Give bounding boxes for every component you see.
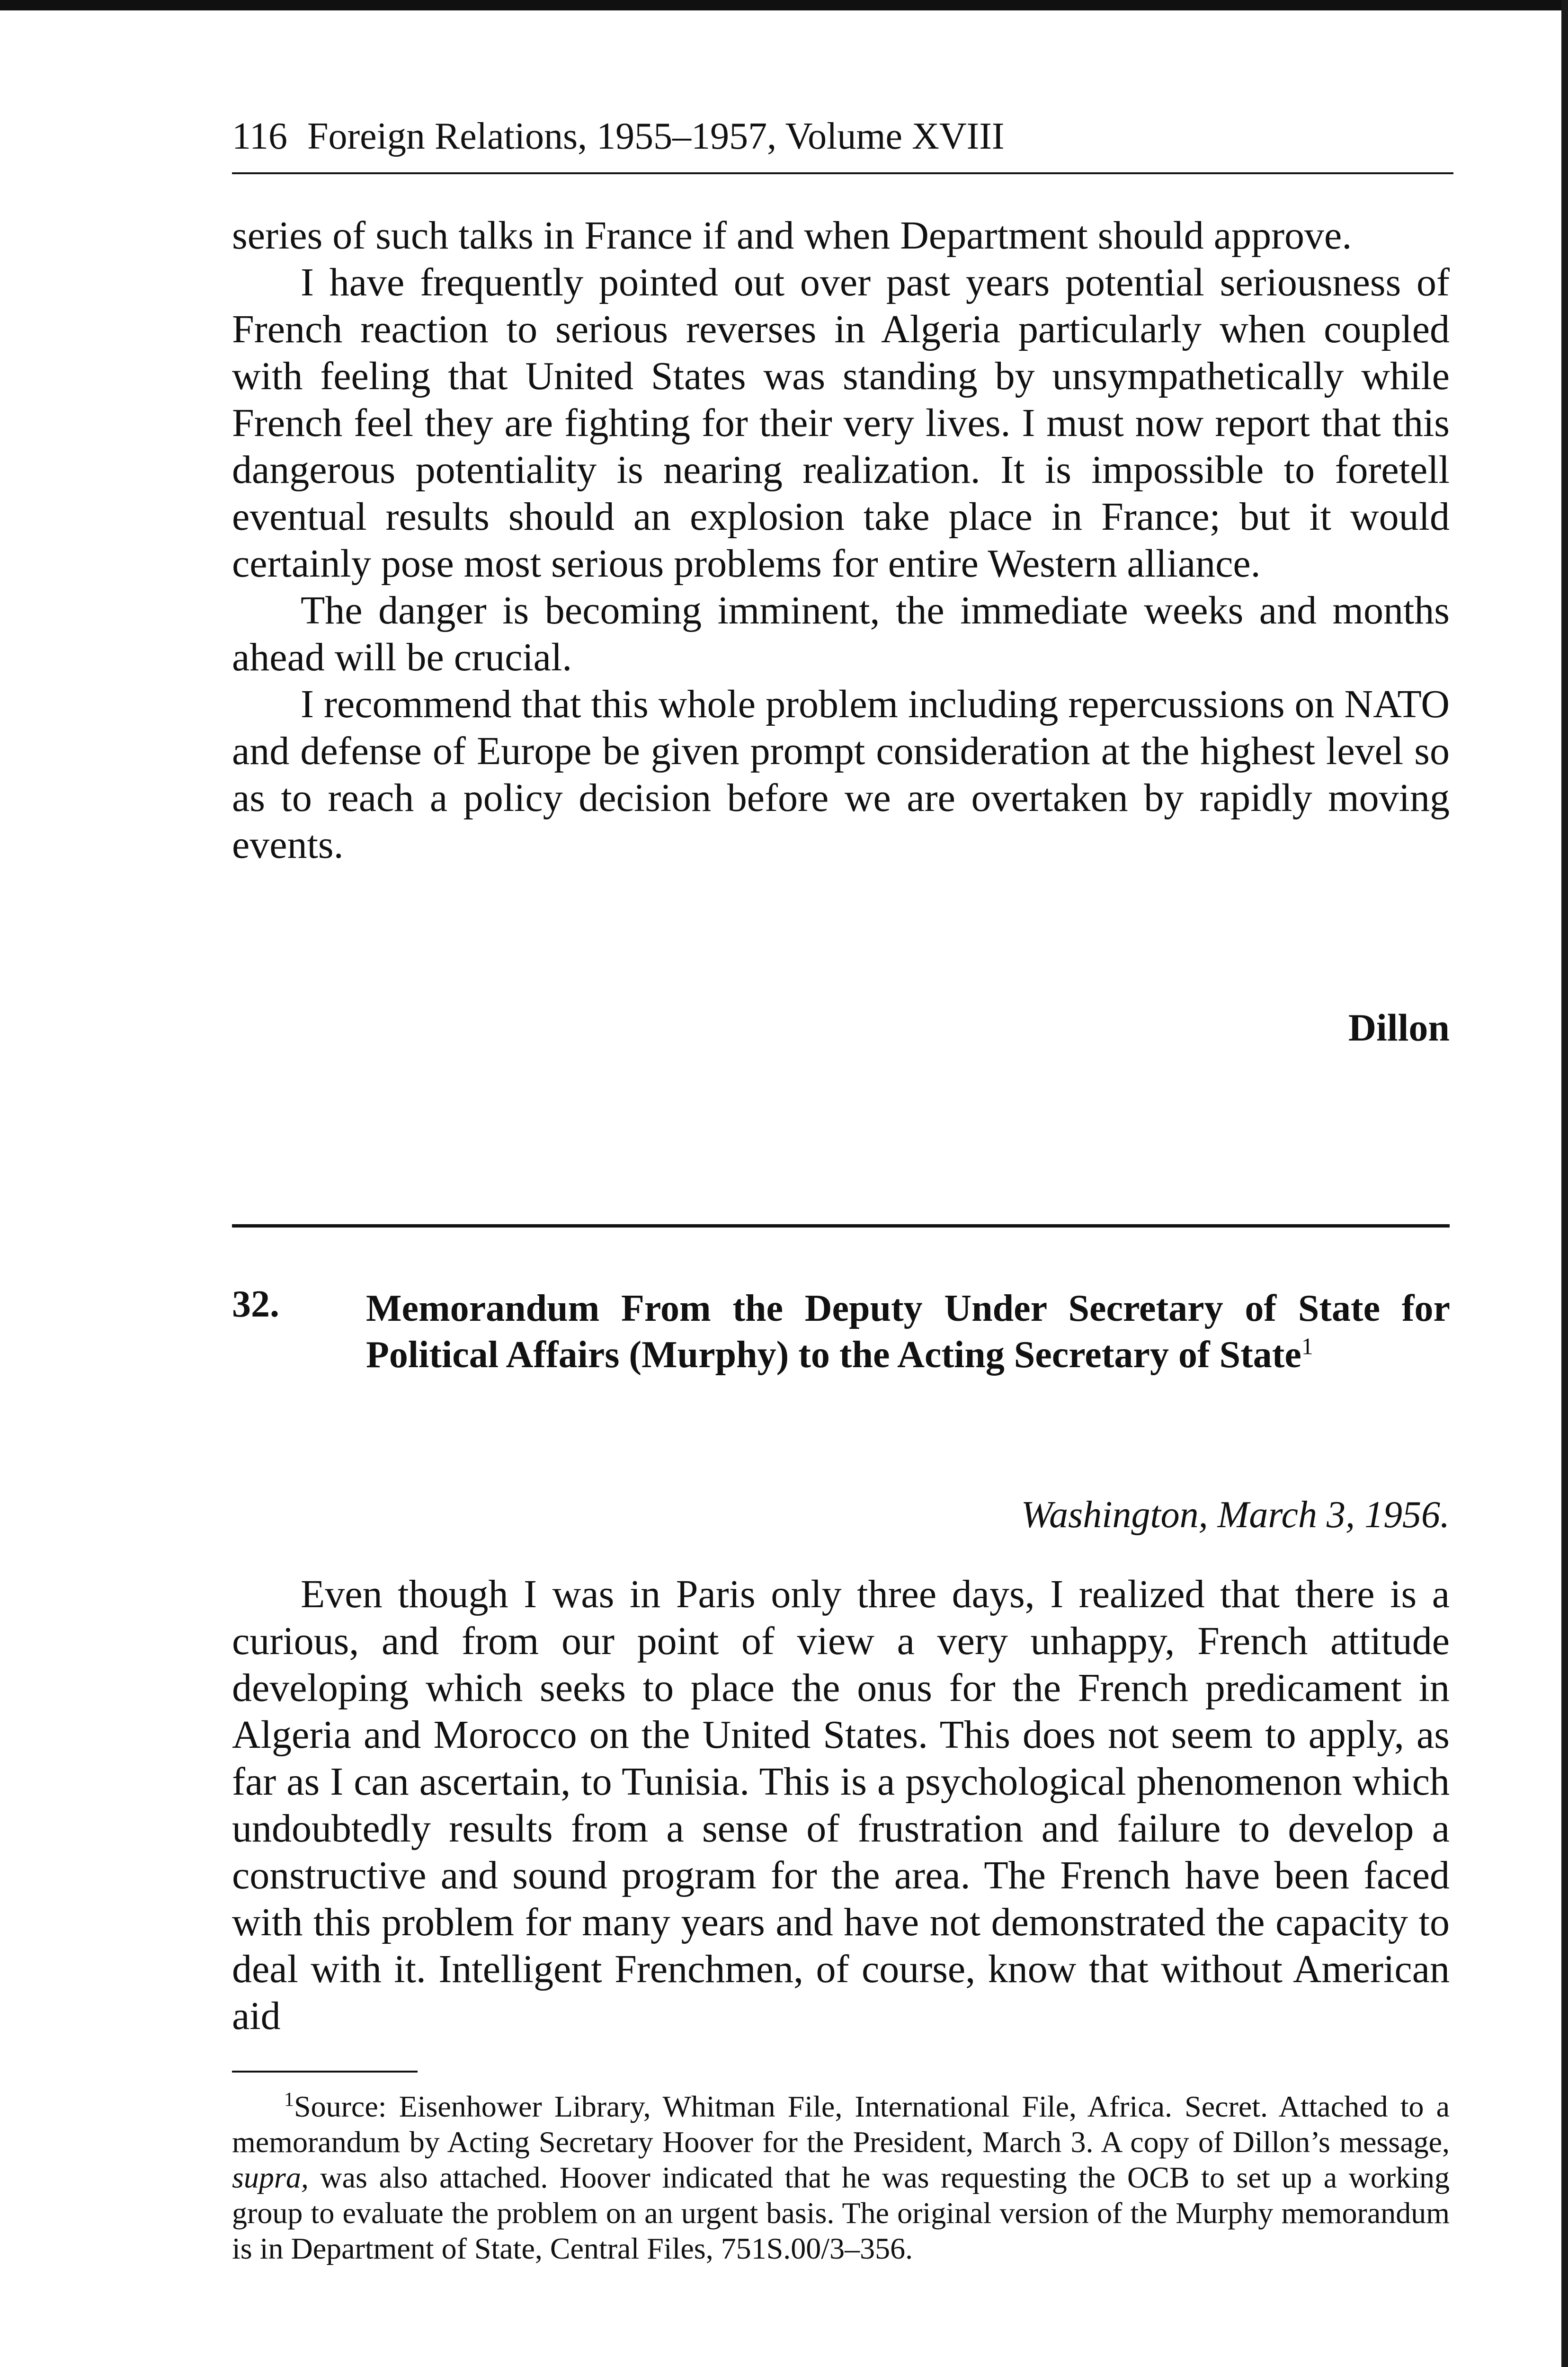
dateline: Washington, March 3, 1956. bbox=[1021, 1494, 1450, 1536]
document-body bbox=[232, 1571, 1450, 2039]
footnote-italic: supra, bbox=[232, 2161, 309, 2194]
running-header bbox=[232, 117, 1449, 155]
footnote-reference: 1 bbox=[1301, 1333, 1313, 1360]
document-title bbox=[366, 1285, 1450, 1378]
paragraph: series of such talks in France if and when Department should approve. bbox=[232, 214, 1352, 258]
page-number: 116 bbox=[232, 116, 288, 157]
paragraph: I recommend that this whole problem including repercussions on NATO and defense of Europe be given prompt consideration at the highest level so as to reach a policy decision before we are overtaken by rapidly moving events. bbox=[232, 682, 1450, 867]
footnote-rule bbox=[232, 2071, 418, 2073]
scan-right-border bbox=[1561, 0, 1568, 2367]
footnote bbox=[232, 2089, 1450, 2266]
paragraph: Even though I was in Paris only three days, I realized that there is a curious, and from our point of view a very unhappy, French attitude developing which seeks to place the onus for the French predicament in Algeria and Morocco on the United States. This does not seem to apply, as far as I can ascertain, to Tunisia. This is a psychological phenomenon which undoubtedly results from a sense of frustration and failure to develop a constructive and sound program for the area. The French have been faced with this problem for many years and have not demonstrated the capacity to deal with it. Intelligent Frenchmen, of course, know that without American aid bbox=[232, 1572, 1450, 2038]
scan-top-border bbox=[0, 0, 1568, 10]
header-rule bbox=[232, 172, 1453, 174]
previous-document-text bbox=[232, 212, 1450, 868]
document-title-text: Memorandum From the Deputy Under Secretary of State for Political Affairs (Murphy) to the Acting Secretary of State bbox=[366, 1288, 1450, 1376]
footnote-marker: 1 bbox=[284, 2089, 294, 2111]
document-number: 32. bbox=[232, 1283, 279, 1325]
running-title: Foreign Relations, 1955–1957, Volume XVIII bbox=[307, 116, 1005, 157]
section-divider bbox=[232, 1224, 1450, 1228]
paragraph: I have frequently pointed out over past years potential seriousness of French reaction to serious reverses in Algeria particularly when coupled with feeling that United States was standing by unsympathetically while French feel they are fighting for their very lives. I must now report that this dangerous potentiality is nearing realization. It is impossible to foretell eventual results should an explosion take place in France; but it would certainly pose most serious problems for entire Western alliance. bbox=[232, 260, 1450, 586]
footnote-text-continued: was also attached. Hoover indicated that he was requesting the OCB to set up a working group to evaluate the problem on an urgent basis. The original version of the Murphy memorandum is in Department of State, Central Files, 751S.00/3–356. bbox=[232, 2161, 1450, 2265]
signature: Dillon bbox=[1348, 1006, 1450, 1049]
paragraph: The danger is becoming imminent, the immediate weeks and months ahead will be crucial. bbox=[232, 588, 1450, 679]
footnote-text: Source: Eisenhower Library, Whitman File, International File, Africa. Secret. Attached to a memorandum by Acting Secretary Hoover for the President, March 3. A copy of Dillon’s message, bbox=[232, 2090, 1450, 2159]
